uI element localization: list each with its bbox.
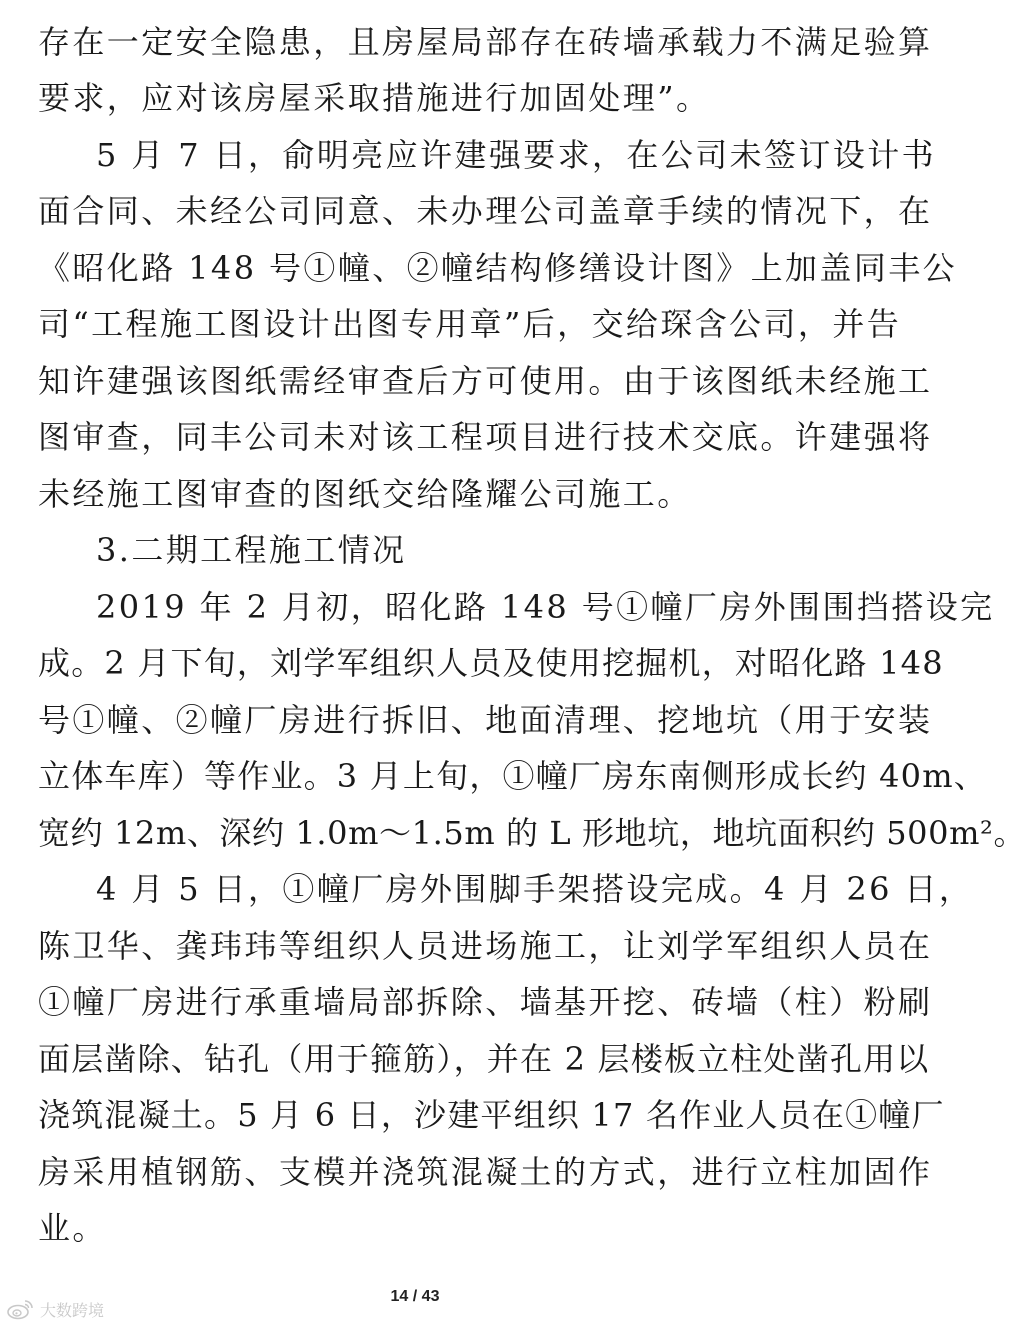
text-line-11: 2019 年 2 月初，昭化路 148 号①幢厂房外围围挡搭设完 <box>96 588 995 626</box>
text-line-6: 司“工程施工图设计出图专用章”后，交给琛含公司，并告 <box>38 305 902 343</box>
text-line-14: 立体车库）等作业。3 月上旬，①幢厂房东南侧形成长约 40m、 <box>38 757 987 795</box>
text-line-5: 《昭化路 148 号①幢、②幢结构修缮设计图》上加盖同丰公 <box>38 249 958 287</box>
text-line-9: 未经施工图审查的图纸交给隆耀公司施工。 <box>38 475 692 513</box>
text-line-1: 存在一定安全隐患，且房屋局部存在砖墙承载力不满足验算 <box>38 23 933 61</box>
text-line-22: 业。 <box>38 1209 107 1247</box>
text-line-17: 陈卫华、龚玮玮等组织人员进场施工，让刘学军组织人员在 <box>38 927 933 965</box>
text-line-15: 宽约 12m、深约 1.0m～1.5m 的 L 形地坑，地坑面积约 500m²。 <box>38 814 1026 852</box>
section-heading: 3.二期工程施工情况 <box>96 531 407 569</box>
text-line-12: 成。2 月下旬，刘学军组织人员及使用挖掘机，对昭化路 148 <box>38 644 944 682</box>
text-line-18: ①幢厂房进行承重墙局部拆除、墙基开挖、砖墙（柱）粉刷 <box>38 983 933 1021</box>
weibo-logo-icon <box>6 1298 34 1320</box>
text-line-2: 要求，应对该房屋采取措施进行加固处理”。 <box>38 79 711 117</box>
text-line-13: 号①幢、②幢厂房进行拆旧、地面清理、挖地坑（用于安装 <box>38 701 933 739</box>
text-line-7: 知许建强该图纸需经审查后方可使用。由于该图纸未经施工 <box>38 362 933 400</box>
text-line-4: 面合同、未经公司同意、未办理公司盖章手续的情况下，在 <box>38 192 933 230</box>
watermark <box>6 1296 104 1322</box>
page-number: 14 / 43 <box>390 1288 440 1305</box>
watermark-text: 大数跨境 <box>40 1300 105 1320</box>
text-line-16: 4 月 5 日，①幢厂房外围脚手架搭设完成。4 月 26 日， <box>96 870 974 908</box>
text-line-8: 图审查，同丰公司未对该工程项目进行技术交底。许建强将 <box>38 418 933 456</box>
text-line-3: 5 月 7 日，俞明亮应许建强要求，在公司未签订设计书 <box>96 136 937 174</box>
text-line-21: 房采用植钢筋、支模并浇筑混凝土的方式，进行立柱加固作 <box>38 1153 933 1191</box>
text-line-20: 浇筑混凝土。5 月 6 日，沙建平组织 17 名作业人员在①幢厂 <box>38 1096 945 1134</box>
text-line-19: 面层凿除、钻孔（用于箍筋），并在 2 层楼板立柱处凿孔用以 <box>38 1040 930 1078</box>
